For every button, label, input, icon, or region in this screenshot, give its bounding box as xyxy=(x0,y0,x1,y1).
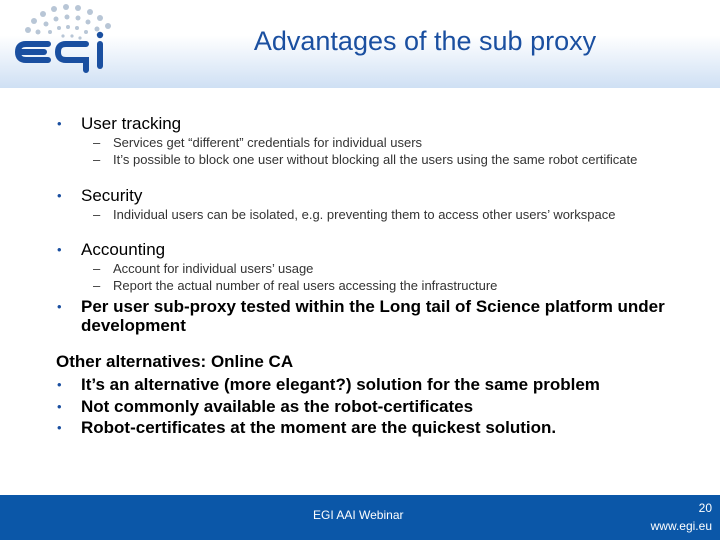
sub-bullet: Services get “different” credentials for individual users xyxy=(113,135,423,150)
bullet-user-tracking: User tracking xyxy=(81,114,182,133)
dash-glyph: – xyxy=(93,135,101,150)
bullet-per-user-sub-proxy: Per user sub-proxy tested within the Long tail of Science platform under development xyxy=(81,297,665,335)
bullet-glyph: • xyxy=(57,188,62,203)
bullet-glyph: • xyxy=(57,299,62,314)
slide-header xyxy=(0,0,720,88)
bullet-glyph: • xyxy=(57,399,62,414)
dash-glyph: – xyxy=(93,152,101,167)
bullet-security: Security xyxy=(81,186,143,205)
sub-bullet: Report the actual number of real users accessing the infrastructure xyxy=(113,278,498,293)
bullet-accounting: Accounting xyxy=(81,240,166,259)
footer-url[interactable]: www.egi.eu xyxy=(650,519,712,533)
dash-glyph: – xyxy=(93,207,101,222)
page-number: 20 xyxy=(698,501,712,515)
bullet-glyph: • xyxy=(57,116,62,131)
slide-footer xyxy=(0,495,720,540)
other-item: Robot-certificates at the moment are the quickest solution. xyxy=(81,418,557,437)
footer-event-name: EGI AAI Webinar xyxy=(313,508,404,522)
egi-logo xyxy=(8,2,128,80)
other-alternatives-title: Other alternatives: Online CA xyxy=(56,352,294,371)
other-item: It’s an alternative (more elegant?) solution for the same problem xyxy=(81,375,600,394)
dash-glyph: – xyxy=(93,261,101,276)
sub-bullet: It’s possible to block one user without blocking all the users using the same robot certificate xyxy=(113,152,638,167)
bullet-glyph: • xyxy=(57,420,62,435)
sub-bullet: Account for individual users’ usage xyxy=(113,261,314,276)
bullet-glyph: • xyxy=(57,242,62,257)
sub-bullet: Individual users can be isolated, e.g. preventing them to access other users’ workspace xyxy=(113,207,616,222)
dash-glyph: – xyxy=(93,278,101,293)
slide-title: Advantages of the sub proxy xyxy=(253,26,597,56)
other-item: Not commonly available as the robot-certificates xyxy=(81,397,474,416)
bullet-glyph: • xyxy=(57,377,62,392)
